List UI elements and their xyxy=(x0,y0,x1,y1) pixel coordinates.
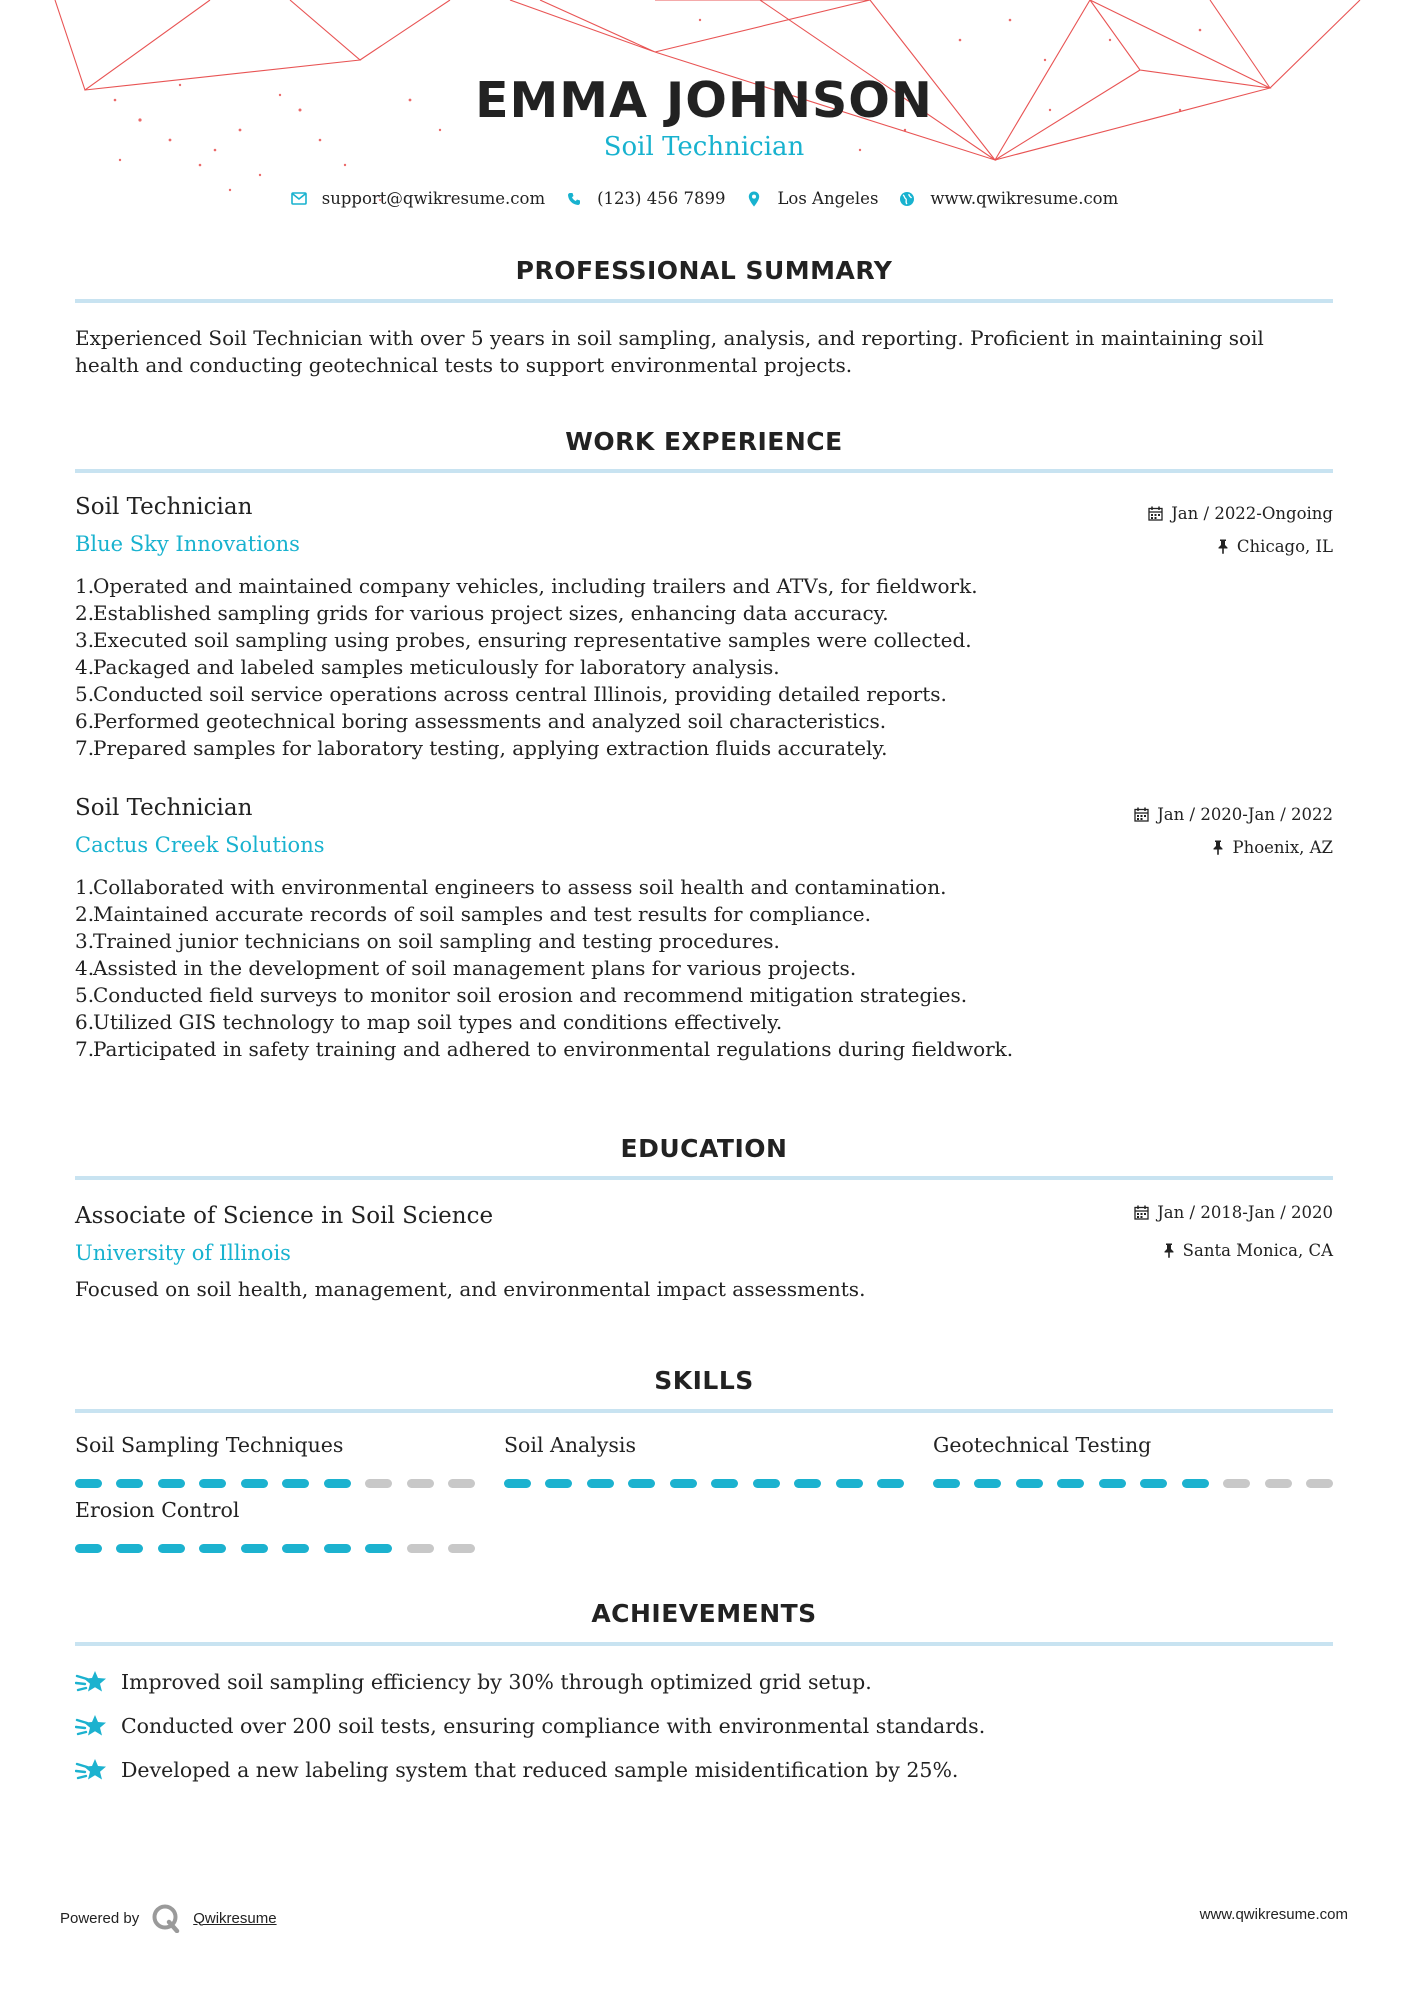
skill-segment xyxy=(794,1479,821,1488)
powered-by xyxy=(60,1903,277,1933)
skill-segment xyxy=(365,1479,392,1488)
calendar-icon xyxy=(1134,807,1149,822)
qwikresume-link[interactable]: Qwikresume xyxy=(193,1909,277,1927)
skill-level-bar xyxy=(75,1544,475,1553)
skill-segment xyxy=(1182,1479,1209,1488)
list-item: 3. Trained junior technicians on soil sampling and testing procedures. xyxy=(75,929,780,953)
skill-segment xyxy=(324,1544,351,1553)
skill-item xyxy=(933,1433,1333,1488)
skill-segment xyxy=(1057,1479,1084,1488)
skills-heading: SKILLS xyxy=(654,1366,754,1395)
skill-segment xyxy=(448,1479,475,1488)
list-item: 2. Established sampling grids for various project sizes, enhancing data accuracy. xyxy=(75,601,889,625)
achievement-item xyxy=(75,1755,958,1785)
contact-phone[interactable] xyxy=(565,189,725,208)
skill-segment xyxy=(282,1544,309,1553)
job-location xyxy=(1212,838,1333,857)
skill-segment xyxy=(1306,1479,1333,1488)
contact-row xyxy=(75,189,1333,208)
skills-divider xyxy=(75,1409,1333,1413)
education-location-text: Santa Monica, CA xyxy=(1182,1241,1333,1260)
skill-segment xyxy=(545,1479,572,1488)
calendar-icon xyxy=(1148,506,1163,521)
job-location xyxy=(1217,537,1333,556)
skill-item xyxy=(75,1433,475,1488)
skill-item xyxy=(75,1498,475,1553)
list-item: 4. Packaged and labeled samples meticulously for laboratory analysis. xyxy=(75,655,780,679)
job-date-text: Jan / 2020-Jan / 2022 xyxy=(1157,805,1333,824)
skill-segment xyxy=(587,1479,614,1488)
achievement-item xyxy=(75,1667,872,1697)
list-item: 4. Assisted in the development of soil management plans for various projects. xyxy=(75,956,857,980)
shooting-star-icon xyxy=(75,1711,109,1741)
contact-location-text: Los Angeles xyxy=(777,189,879,208)
map-pin-icon xyxy=(745,190,763,208)
phone-icon xyxy=(565,190,583,208)
achievement-item xyxy=(75,1711,985,1741)
skill-segment xyxy=(158,1479,185,1488)
education-school: University of Illinois xyxy=(75,1241,291,1265)
list-item: 5. Conducted field surveys to monitor soil erosion and recommend mitigation strategies. xyxy=(75,983,968,1007)
candidate-name: EMMA JOHNSON xyxy=(475,72,933,129)
skill-name: Soil Sampling Techniques xyxy=(75,1433,344,1457)
skill-item xyxy=(504,1433,904,1488)
skill-segment xyxy=(158,1544,185,1553)
skill-name: Soil Analysis xyxy=(504,1433,636,1457)
skill-segment xyxy=(711,1479,738,1488)
education-degree: Associate of Science in Soil Science xyxy=(75,1203,494,1229)
education-description: Focused on soil health, management, and environmental impact assessments. xyxy=(75,1277,866,1301)
pushpin-icon xyxy=(1163,1243,1175,1258)
education-divider xyxy=(75,1176,1333,1180)
achievements-divider xyxy=(75,1642,1333,1646)
contact-email-text: support@qwikresume.com xyxy=(321,189,546,208)
skill-segment xyxy=(116,1544,143,1553)
job-company: Blue Sky Innovations xyxy=(75,532,300,556)
summary-heading: PROFESSIONAL SUMMARY xyxy=(515,256,893,285)
skill-segment xyxy=(365,1544,392,1553)
job-location-text: Chicago, IL xyxy=(1236,537,1333,556)
envelope-icon xyxy=(290,190,308,208)
skill-segment xyxy=(116,1479,143,1488)
contact-phone-text: (123) 456 7899 xyxy=(597,189,726,208)
shooting-star-icon xyxy=(75,1667,109,1697)
skill-segment xyxy=(199,1479,226,1488)
skill-segment xyxy=(1099,1479,1126,1488)
list-item: 7. Prepared samples for laboratory testing, applying extraction fluids accurately. xyxy=(75,736,888,760)
education-date-text: Jan / 2018-Jan / 2020 xyxy=(1157,1203,1333,1222)
skill-segment xyxy=(241,1544,268,1553)
skill-segment xyxy=(241,1479,268,1488)
skill-segment xyxy=(75,1544,102,1553)
achievement-text: Improved soil sampling efficiency by 30% through optimized grid setup. xyxy=(121,1670,872,1694)
contact-location xyxy=(745,189,878,208)
summary-divider xyxy=(75,299,1333,303)
job-title: Soil Technician xyxy=(75,494,253,520)
contact-website-text: www.qwikresume.com xyxy=(930,189,1119,208)
education-date xyxy=(1134,1203,1333,1222)
powered-by-label: Powered by xyxy=(60,1909,140,1927)
candidate-role: Soil Technician xyxy=(603,132,805,162)
skill-segment xyxy=(75,1479,102,1488)
globe-icon xyxy=(898,190,916,208)
list-item: 3. Executed soil sampling using probes, ensuring representative samples were collected. xyxy=(75,628,972,652)
experience-divider xyxy=(75,469,1333,473)
list-item: 5. Conducted soil service operations across central Illinois, providing detailed reports. xyxy=(75,682,947,706)
education-heading: EDUCATION xyxy=(620,1134,788,1163)
skill-segment xyxy=(282,1479,309,1488)
skill-segment xyxy=(1223,1479,1250,1488)
skill-segment xyxy=(670,1479,697,1488)
footer-website-link[interactable]: www.qwikresume.com xyxy=(1199,1906,1348,1923)
skill-name: Geotechnical Testing xyxy=(933,1433,1152,1457)
summary-text: Experienced Soil Technician with over 5 years in soil sampling, analysis, and reporting. Proficient in maintaining soil health and conducting geotechnical tests to support environmental projects. xyxy=(75,326,1264,377)
skill-segment xyxy=(1016,1479,1043,1488)
skill-level-bar xyxy=(933,1479,1333,1488)
skill-segment xyxy=(628,1479,655,1488)
achievement-text: Conducted over 200 soil tests, ensuring compliance with environmental standards. xyxy=(121,1714,986,1738)
contact-email[interactable] xyxy=(290,189,545,208)
list-item: 7. Participated in safety training and adhered to environmental regulations during fieldwork. xyxy=(75,1037,1014,1061)
calendar-icon xyxy=(1134,1205,1149,1220)
pushpin-icon xyxy=(1212,840,1224,855)
skill-segment xyxy=(1140,1479,1167,1488)
list-item: 1. Collaborated with environmental engineers to assess soil health and contamination. xyxy=(75,875,947,899)
skill-segment xyxy=(974,1479,1001,1488)
experience-heading: WORK EXPERIENCE xyxy=(565,427,843,456)
list-item: 6. Performed geotechnical boring assessments and analyzed soil characteristics. xyxy=(75,709,887,733)
job-date xyxy=(1148,504,1333,523)
list-item: 1. Operated and maintained company vehicles, including trailers and ATVs, for fieldwork. xyxy=(75,574,978,598)
skill-segment xyxy=(448,1544,475,1553)
skill-segment xyxy=(504,1479,531,1488)
education-location xyxy=(1163,1241,1333,1260)
job-company: Cactus Creek Solutions xyxy=(75,833,325,857)
pushpin-icon xyxy=(1217,539,1229,554)
job-title: Soil Technician xyxy=(75,795,253,821)
qwikresume-logo-icon xyxy=(151,1903,181,1933)
skill-segment xyxy=(836,1479,863,1488)
achievement-text: Developed a new labeling system that reduced sample misidentification by 25%. xyxy=(121,1758,959,1782)
skill-level-bar xyxy=(504,1479,904,1488)
list-item: 6. Utilized GIS technology to map soil types and conditions effectively. xyxy=(75,1010,783,1034)
skill-segment xyxy=(199,1544,226,1553)
skill-segment xyxy=(407,1479,434,1488)
skill-segment xyxy=(407,1544,434,1553)
skill-segment xyxy=(933,1479,960,1488)
skill-segment xyxy=(1265,1479,1292,1488)
job-location-text: Phoenix, AZ xyxy=(1232,838,1333,857)
shooting-star-icon xyxy=(75,1755,109,1785)
achievements-heading: ACHIEVEMENTS xyxy=(591,1599,817,1628)
job-bullets xyxy=(75,874,1333,1063)
job-bullets xyxy=(75,573,1333,762)
skill-level-bar xyxy=(75,1479,475,1488)
job-date-text: Jan / 2022-Ongoing xyxy=(1171,504,1333,523)
skill-name: Erosion Control xyxy=(75,1498,240,1522)
skill-segment xyxy=(324,1479,351,1488)
contact-website[interactable] xyxy=(898,189,1118,208)
job-date xyxy=(1134,805,1333,824)
list-item: 2. Maintained accurate records of soil samples and test results for compliance. xyxy=(75,902,871,926)
skill-segment xyxy=(877,1479,904,1488)
skill-segment xyxy=(753,1479,780,1488)
